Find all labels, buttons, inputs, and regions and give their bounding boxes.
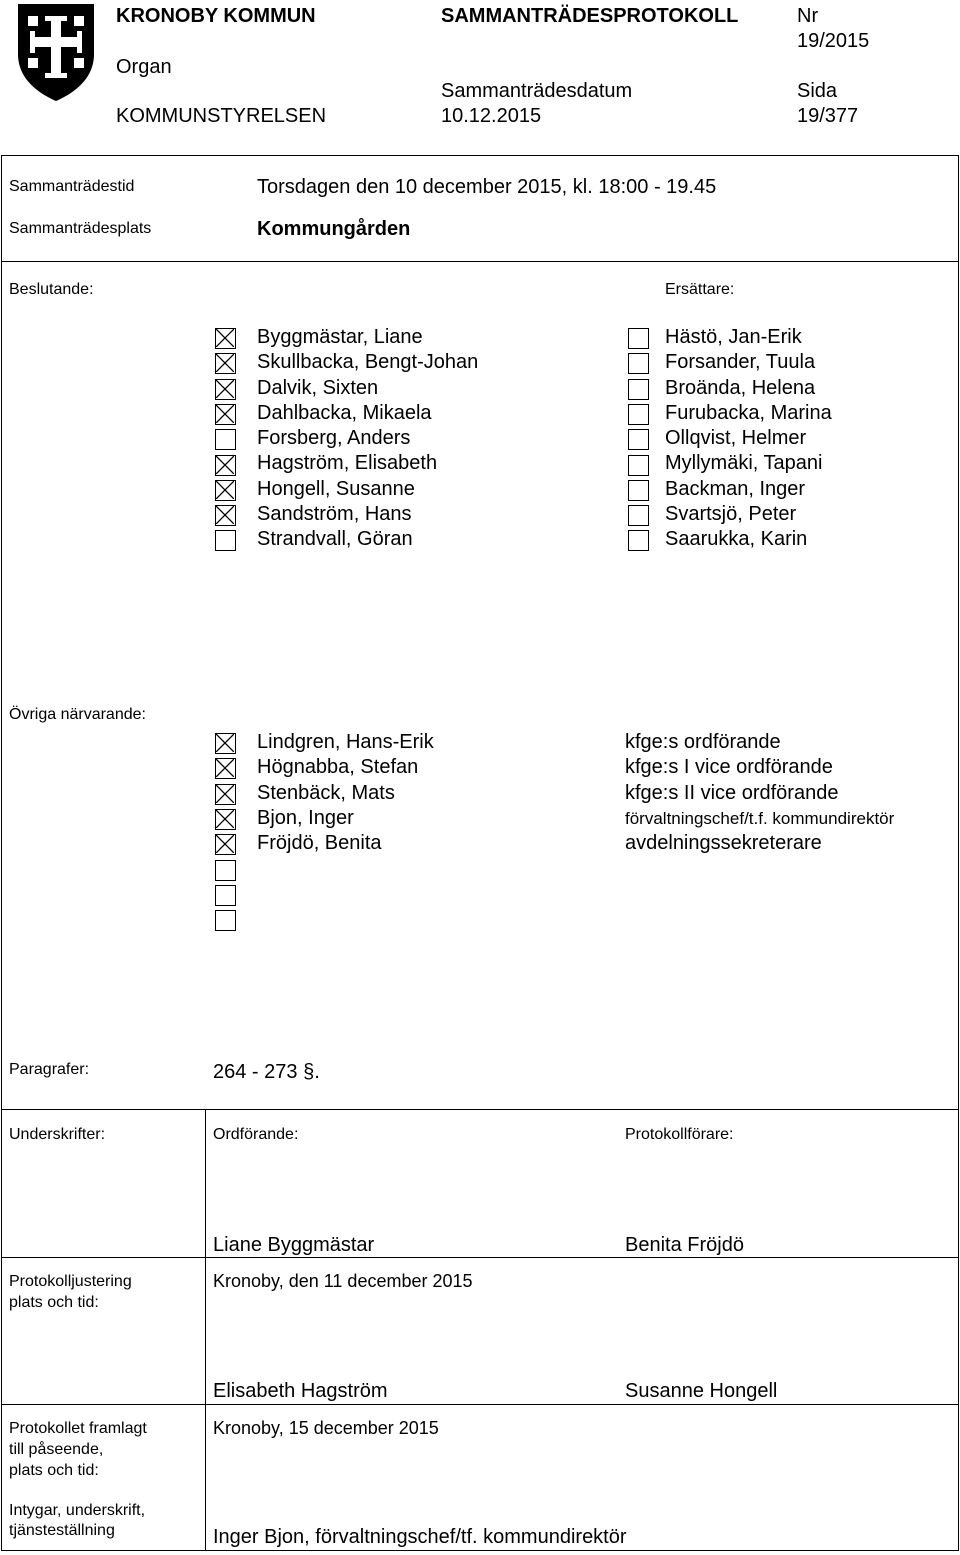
- empty-checkbox-icon: [215, 860, 236, 881]
- others-names-list: [257, 730, 434, 856]
- substitutes-list: [665, 325, 832, 553]
- organ-label: Organ: [116, 56, 172, 78]
- substitute-name: Ollqvist, Helmer: [665, 427, 807, 450]
- divider-meeting: [1, 261, 959, 262]
- meeting-place-value: Kommungården: [257, 218, 411, 240]
- certificate-label-line: tjänsteställning: [9, 1522, 115, 1539]
- other-name: Bjon, Inger: [257, 806, 354, 829]
- paragraphs-label: Paragrafer:: [9, 1061, 90, 1078]
- checked-checkbox-icon: [215, 455, 236, 476]
- display-label-line: till påseende,: [9, 1441, 104, 1458]
- checked-checkbox-icon: [215, 758, 236, 779]
- checked-checkbox-icon: [215, 353, 236, 374]
- empty-checkbox-icon: [628, 379, 649, 400]
- adjustment-label-line: plats och tid:: [9, 1294, 99, 1311]
- nr-label: Nr: [797, 5, 819, 27]
- frame-left-line: [1, 155, 2, 1551]
- divider-signatures: [1, 1257, 959, 1258]
- member-name: Strandvall, Göran: [257, 528, 413, 551]
- municipal-crest-icon: [16, 2, 96, 102]
- checked-checkbox-icon: [215, 404, 236, 425]
- adjustment-label-line: Protokolljustering: [9, 1273, 132, 1290]
- member-name: Hongell, Susanne: [257, 477, 415, 500]
- signatures-label: Underskrifter:: [9, 1126, 106, 1143]
- divider-paragraphs: [1, 1109, 959, 1110]
- certificate-label: [9, 1501, 145, 1541]
- municipality-name: KRONOBY KOMMUN: [116, 5, 316, 27]
- substitute-name: Svartsjö, Peter: [665, 503, 797, 526]
- frame-bottom-line: [1, 1550, 959, 1551]
- checker-name-1: Elisabeth Hagström: [213, 1380, 388, 1402]
- other-role: kfge:s ordförande: [625, 731, 781, 753]
- checked-checkbox-icon: [215, 809, 236, 830]
- other-name: Fröjdö, Benita: [257, 832, 382, 855]
- empty-checkbox-icon: [628, 429, 649, 450]
- member-name: Hagström, Elisabeth: [257, 452, 438, 475]
- adjustment-value: Kronoby, den 11 december 2015: [213, 1271, 473, 1291]
- adjustment-label: [9, 1271, 132, 1313]
- checked-checkbox-icon: [215, 328, 236, 349]
- meeting-date-label: Sammanträdesdatum: [441, 80, 633, 102]
- checked-checkbox-icon: [215, 834, 236, 855]
- other-name: Högnabba, Stefan: [257, 756, 419, 779]
- organ-value: KOMMUNSTYRELSEN: [116, 105, 327, 127]
- empty-checkbox-icon: [628, 328, 649, 349]
- empty-checkbox-icon: [215, 910, 236, 931]
- substitutes-label: Ersättare:: [665, 281, 735, 298]
- frame-top-line: [1, 155, 959, 156]
- deciding-label: Beslutande:: [9, 281, 94, 298]
- certificate-label-line: Intygar, underskrift,: [9, 1502, 146, 1519]
- members-list: [257, 325, 478, 553]
- chair-name: Liane Byggmästar: [213, 1234, 375, 1256]
- meeting-time-label: Sammanträdestid: [9, 178, 135, 195]
- display-value: Kronoby, 15 december 2015: [213, 1418, 439, 1438]
- empty-checkbox-icon: [628, 505, 649, 526]
- member-name: Sandström, Hans: [257, 503, 412, 526]
- substitute-name: Broända, Helena: [665, 376, 816, 399]
- empty-checkbox-icon: [628, 480, 649, 501]
- member-name: Forsberg, Anders: [257, 427, 411, 450]
- checker-name-2: Susanne Hongell: [625, 1380, 778, 1402]
- nr-value: 19/2015: [797, 30, 870, 52]
- checked-checkbox-icon: [215, 480, 236, 501]
- checked-checkbox-icon: [215, 733, 236, 754]
- meeting-place-label: Sammanträdesplats: [9, 220, 152, 237]
- chair-label: Ordförande:: [213, 1126, 299, 1143]
- other-name: Lindgren, Hans-Erik: [257, 731, 434, 753]
- other-role: kfge:s I vice ordförande: [625, 756, 833, 779]
- substitute-name: Furubacka, Marina: [665, 401, 832, 424]
- others-label: Övriga närvarande:: [9, 706, 146, 723]
- substitute-name: Myllymäki, Tapani: [665, 452, 823, 475]
- empty-checkbox-icon: [628, 353, 649, 374]
- substitute-name: Saarukka, Karin: [665, 528, 808, 551]
- empty-checkbox-icon: [628, 455, 649, 476]
- display-label: [9, 1418, 147, 1481]
- checked-checkbox-icon: [215, 379, 236, 400]
- signature-column-divider: [205, 1109, 206, 1550]
- meeting-date-value: 10.12.2015: [441, 105, 542, 127]
- secretary-name: Benita Fröjdö: [625, 1234, 744, 1256]
- page-label: Sida: [797, 80, 838, 102]
- empty-checkbox-icon: [628, 530, 649, 551]
- substitute-name: Hästö, Jan-Erik: [665, 326, 802, 348]
- secretary-label: Protokollförare:: [625, 1126, 734, 1143]
- checked-checkbox-icon: [215, 505, 236, 526]
- member-name: Byggmästar, Liane: [257, 326, 423, 348]
- document-type: SAMMANTRÄDESPROTOKOLL: [441, 5, 739, 27]
- other-name: Stenbäck, Mats: [257, 781, 395, 804]
- empty-checkbox-icon: [215, 885, 236, 906]
- paragraphs-value: 264 - 273 §.: [213, 1061, 320, 1083]
- display-label-line: Protokollet framlagt: [9, 1420, 147, 1437]
- frame-right-line: [958, 155, 959, 1551]
- display-label-line: plats och tid:: [9, 1462, 99, 1479]
- page-value: 19/377: [797, 105, 859, 127]
- substitute-name: Backman, Inger: [665, 477, 806, 500]
- substitute-name: Forsander, Tuula: [665, 351, 816, 374]
- empty-checkbox-icon: [215, 530, 236, 551]
- other-role: förvaltningschef/t.f. kommundirektör: [625, 808, 895, 828]
- meeting-time-value: Torsdagen den 10 december 2015, kl. 18:00 - 19.45: [257, 176, 717, 198]
- certificate-value: Inger Bjon, förvaltningschef/tf. kommundirektör: [213, 1526, 627, 1548]
- member-name: Skullbacka, Bengt-Johan: [257, 351, 479, 374]
- empty-checkbox-icon: [215, 429, 236, 450]
- other-role: avdelningssekreterare: [625, 832, 822, 855]
- member-name: Dahlbacka, Mikaela: [257, 401, 432, 424]
- checked-checkbox-icon: [215, 784, 236, 805]
- other-role: kfge:s II vice ordförande: [625, 781, 839, 804]
- empty-checkbox-icon: [628, 404, 649, 425]
- others-roles-list: [625, 730, 894, 856]
- member-name: Dalvik, Sixten: [257, 376, 379, 399]
- divider-adjustment: [1, 1404, 959, 1405]
